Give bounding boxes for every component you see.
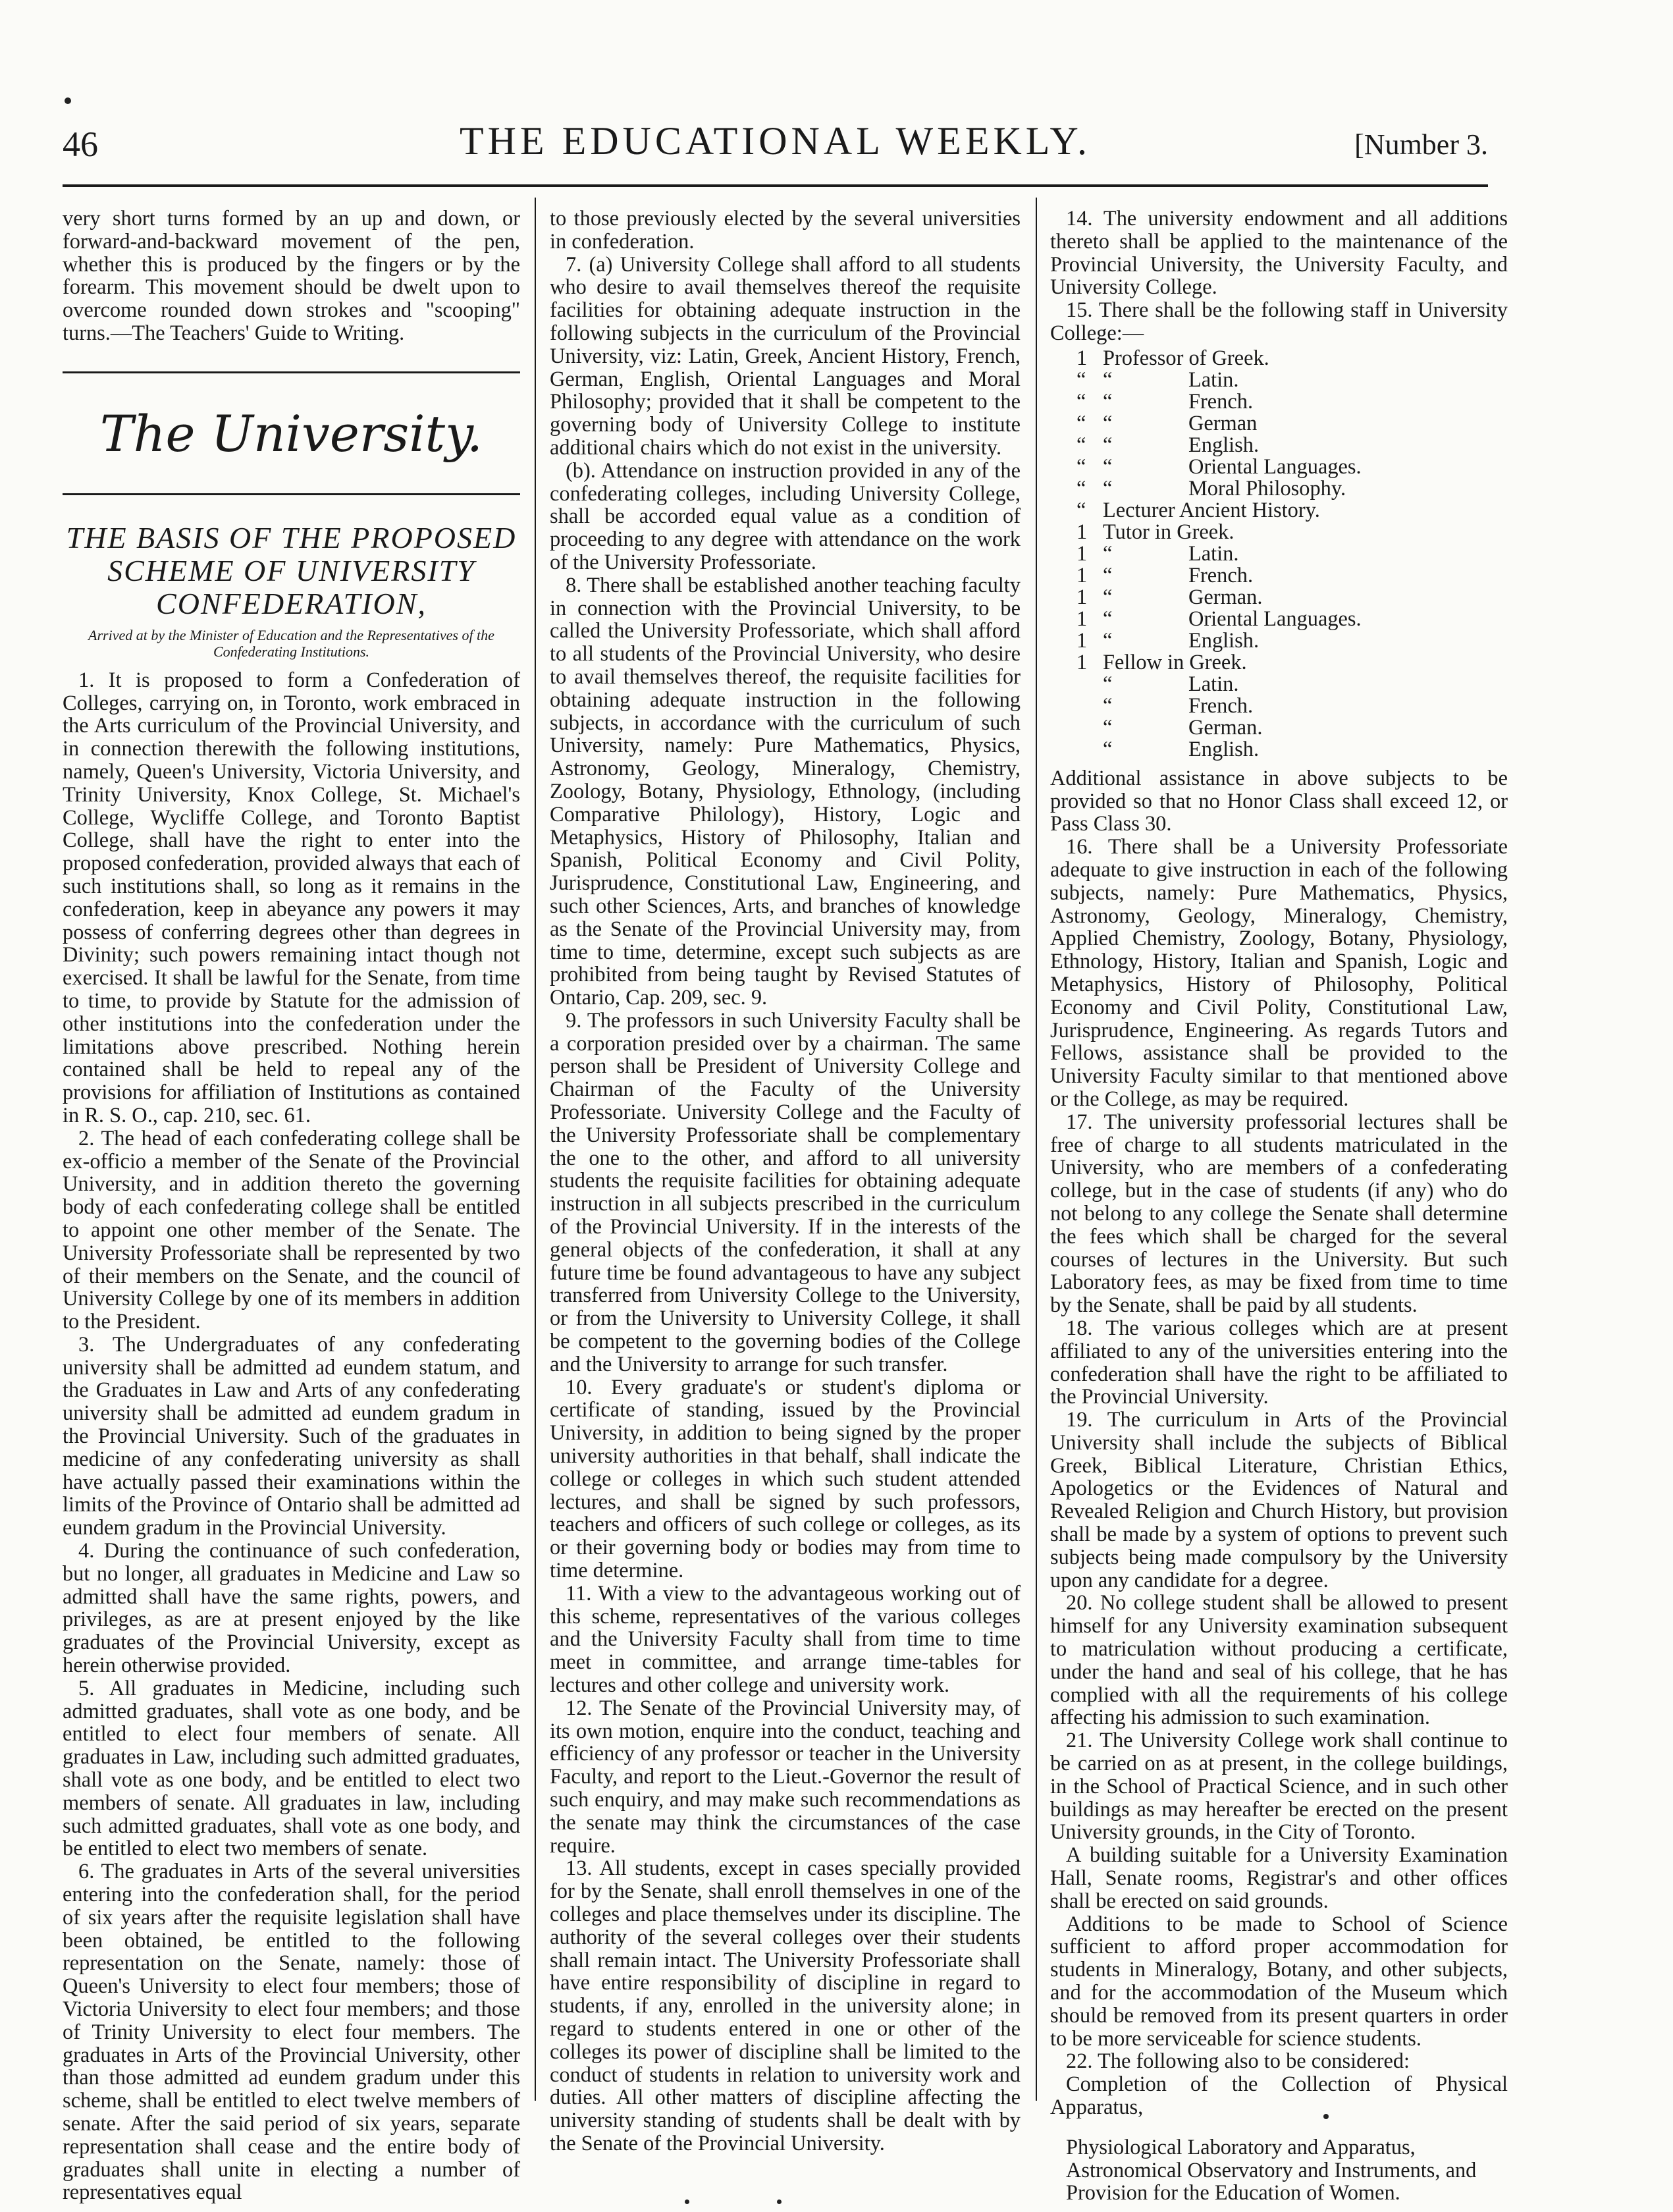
running-title: THE EDUCATIONAL WEEKLY. bbox=[459, 119, 1092, 163]
paragraph: 16. There shall be a University Professoriate adequate to give instruction in each of the following subjects, namely: Pure Mathematics, Physics, Astronomy, Geology, Mineralogy, Chemistry, Applied Chemistry, Zoology, Botany, Physiology, Ethnology, History, Italian and Spanish, Logic and Metaphysics, History of Philosophy, Political Economy and Civil Polity, Constitutional Law, Jurisprudence, Engineering. As regards Tutors and Fellows, assistance shall be provided to the University Faculty similar to that mentioned above or the College, as may be required. bbox=[1050, 835, 1508, 1111]
page-number: 46 bbox=[63, 124, 98, 164]
staff-row: “ “ Oriental Languages. bbox=[1076, 454, 1362, 479]
staff-row: “ French. bbox=[1103, 693, 1254, 718]
paragraph: 5. All graduates in Medicine, including such admitted graduates, shall vote as one body, and be entitled to elect four members of senate. All graduates in Law, including such admitted graduates, shall vote as one body, and be entitled to elect two members of senate. All graduates in law, including such admitted graduates, shall vote as one body, and be entitled to elect two members of senate. bbox=[63, 1676, 520, 1861]
column-2 bbox=[550, 207, 1021, 2155]
staff-row: 1 “ English. bbox=[1076, 628, 1260, 653]
paragraph: 20. No college student shall be allowed to present himself for any University examination subsequent to matriculation without producing a certificate, under the hand and seal of his college, that he has complied with all the requirements of his college affecting his admission to such examination. bbox=[1050, 1591, 1508, 1730]
staff-row: 1 Fellow in Greek. bbox=[1076, 650, 1247, 674]
staff-row: “ German. bbox=[1103, 715, 1263, 740]
paragraph: 18. The various colleges which are at present affiliated to any of the universities entering into the confederation shall have the right to be affiliated to the Provincial University. bbox=[1050, 1316, 1508, 1409]
paragraph: 6. The graduates in Arts of the several universities entering into the confederation shall, for the period of six years after the requisite legislation shall have been obtained, be entitled to the following representation on the Senate, namely: those of Queen's University to elect four members; those of Victoria University to elect four members; and those of Trinity University to elect four members. The graduates in Arts of the Provincial University, other than those admitted ad eundem gradum under this scheme, shall be entitled to elect twelve members of senate. After the said period of six years, separate representation shall cease and the entire body of graduates shall unite in electing a number of representatives equal bbox=[63, 1860, 520, 2205]
paragraph: 3. The Undergraduates of any confederating university shall be admitted ad eundem statum, and the Graduates in Law and Arts of any confederating university shall be admitted ad eundem gradum in the Provincial University. Such of the graduates in medicine of any confederating university as shall have actually passed their examinations within the limits of the Province of Ontario shall be admitted ad eundem gradum in the Provincial University. bbox=[63, 1332, 520, 1540]
paragraph: 17. The university professorial lectures shall be free of charge to all students matriculated in the University, who are members of a confederating college, but in the case of students (if any) who do not belong to any college the Senate shall determine the fees which shall be charged for the several courses of lectures in the University. But such Laboratory fees, as may be fixed from time to time by the Senate, shall be paid by all students. bbox=[1050, 1110, 1508, 1318]
article-title: THE BASIS OF THE PROPOSED SCHEME OF UNIVERSITY CONFEDERATION, bbox=[66, 520, 517, 620]
paragraph: 14. The university endowment and all additions thereto shall be applied to the maintenance of the Provincial University, the University Faculty, and University College. bbox=[1050, 207, 1508, 300]
intro-paragraph: very short turns formed by an up and down, or forward-and-backward movement of the pen, whether this is produced by the fingers or by the forearm. This movement should be dwelt upon to overcome rounded down strokes and "scooping" turns.—The Teachers' Guide to Writing. bbox=[63, 207, 520, 345]
column-rule-2 bbox=[1036, 198, 1037, 2101]
byline: Arrived at by the Minister of Education and the Representatives of the Confederating Institutions. bbox=[88, 626, 494, 660]
section-rule-bottom bbox=[63, 493, 520, 495]
page-header bbox=[63, 119, 1488, 184]
paragraph: Completion of the Collection of Physical Apparatus, bbox=[1050, 2072, 1508, 2119]
staff-row: 1 “ Oriental Languages. bbox=[1076, 607, 1362, 631]
considerations-list bbox=[1050, 2136, 1508, 2205]
staff-row: 1 “ German. bbox=[1076, 585, 1263, 609]
paragraph: 2. The head of each confederating college shall be ex-officio a member of the Senate of the Provincial University, and in addition thereto the governing body of each confederating college shall be entitled to appoint one other member of the Senate. The University Professoriate shall be represented by two of their members on the Senate, and the council of University College by one of its members in addition to the President. bbox=[63, 1126, 520, 1334]
paragraph: 13. All students, except in cases specially provided for by the Senate, shall enroll themselves in one of the colleges and place themselves under its discipline. The authority of the several colleges over their students shall remain intact. The University Professoriate shall have entire responsibility of discipline in regard to students, if any, enrolled in the university alone; in regard to students entered in one or other of the colleges its power of discipline shall be limited to the conduct of students in relation to university work and duties. All other matters of discipline affecting the university standing of students shall be dealt with by the Senate of the Provincial University. bbox=[550, 1856, 1021, 2155]
paragraph: 22. The following also to be considered: bbox=[1066, 2049, 1410, 2074]
ink-speck bbox=[1323, 2114, 1329, 2119]
staff-row: “ English. bbox=[1103, 737, 1260, 761]
staff-row: “ “ German bbox=[1076, 411, 1258, 435]
paragraph: to those previously elected by the several universities in confederation. bbox=[550, 207, 1021, 254]
paragraph: 15. There shall be the following staff in University College:— bbox=[1050, 298, 1508, 345]
column-1 bbox=[63, 207, 520, 2204]
paragraph: Additions to be made to School of Science sufficient to afford proper accommodation for students in Mineralogy, Botany, and other subjects, and for the accommodation of the Museum which should be removed from its present quarters in order to be more serviceable for science students. bbox=[1050, 1912, 1508, 2051]
ink-speck bbox=[685, 2199, 689, 2204]
issue-number: [Number 3. bbox=[1354, 128, 1488, 161]
paragraph: 19. The curriculum in Arts of the Provincial University shall include the subjects of Biblical Greek, Biblical Literature, Christian Ethics, Apologetics or the Evidences of Natural and Revealed Religion and Church History, but provision shall be made by a system of options to prevent such subjects being made compulsory by the University upon any candidate for a degree. bbox=[1050, 1408, 1508, 1592]
staff-row: “ “ Moral Philosophy. bbox=[1076, 476, 1346, 500]
staff-row: 1 Professor of Greek. bbox=[1076, 346, 1269, 370]
section-title: The University. bbox=[99, 404, 483, 463]
paragraph: 9. The professors in such University Faculty shall be a corporation presided over by a chairman. The same person shall be President of University College and Chairman of the Faculty of the University Professoriate. University College and the Faculty of the University Professoriate shall be complementary the one to the other, and afford to all university students the requisite facilities for obtaining adequate instruction in all subjects prescribed in the curriculum of the Provincial University. If in the interests of the general objects of the confederation, it shall at any future time be found advantageous to have any subject transferred from University College to the University, or from the University to University College, it shall be competent to the governing bodies of the College and the University to arrange for such transfer. bbox=[550, 1008, 1021, 1376]
paragraph: 4. During the continuance of such confederation, but no longer, all graduates in Medicine and Law so admitted shall have the same rights, powers, and privileges, as are at present enjoyed by the like graduates of the Provincial University, except as herein otherwise provided. bbox=[63, 1539, 520, 1678]
staff-row: 1 “ Latin. bbox=[1076, 541, 1239, 566]
staff-row: “ Lecturer Ancient History. bbox=[1076, 498, 1320, 522]
list-item: Physiological Laboratory and Apparatus, bbox=[1066, 2135, 1416, 2159]
staff-row: “ “ French. bbox=[1076, 389, 1254, 414]
staff-list bbox=[1076, 348, 1508, 761]
paragraph: A building suitable for a University Examination Hall, Senate rooms, Registrar's and other offices shall be erected on said grounds. bbox=[1050, 1843, 1508, 1913]
paragraph: 12. The Senate of the Provincial University may, of its own motion, enquire into the conduct, teaching and efficiency of any professor or teacher in the University Faculty, and report to the Lieut.-Governor the result of such enquiry, and may make such recommendations as the senate may think the circumstances of the case require. bbox=[550, 1696, 1021, 1858]
section-rule-top bbox=[63, 371, 520, 373]
paragraph: 10. Every graduate's or student's diploma or certificate of standing, issued by the Provincial University, in addition to being signed by the proper university authorities in that behalf, shall indicate the college or colleges in which such student attended lectures, and shall be signed by such professors, teachers and officers of such college or colleges, as its or their governing body or bodies may from time to time determine. bbox=[550, 1375, 1021, 1583]
ink-speck bbox=[777, 2199, 782, 2204]
paragraph: 11. With a view to the advantageous working out of this scheme, representatives of the various colleges and the University Faculty shall from time to time meet in committee, and arrange time-tables for lectures and other college and university work. bbox=[550, 1581, 1021, 1697]
staff-row: “ “ Latin. bbox=[1076, 367, 1239, 392]
staff-row: “ “ English. bbox=[1076, 433, 1260, 457]
paragraph: 8. There shall be established another teaching faculty in connection with the Provincial University, to be called the University Professoriate, which shall afford to all students of the Provincial University, who desire to avail themselves thereof, the requisite facilities for obtaining adequate instruction in the following subjects, in accordance with the curriculum of such University, namely: Pure Mathematics, Physics, Astronomy, Geology, Mineralogy, Chemistry, Zoology, Botany, Physiology, Ethnology, (including Comparative Philology), History, Logic and Metaphysics, History of Philosophy, Italian and Spanish, Political Economy and Civil Polity, Jurisprudence, Constitutional Law, Engineering, and such other Sciences, Arts, and branches of knowledge as the Senate of the Provincial University may, from time to time, determine, except such subjects as are prohibited from being taught by Revised Statutes of Ontario, Cap. 209, sec. 9. bbox=[550, 573, 1021, 1010]
staff-row: 1 “ French. bbox=[1076, 563, 1254, 587]
column-3 bbox=[1050, 207, 1508, 2205]
paragraph: Additional assistance in above subjects to be provided so that no Honor Class shall exceed 12, or Pass Class 30. bbox=[1050, 766, 1508, 836]
header-rule bbox=[63, 184, 1488, 187]
paragraph: 1. It is proposed to form a Confederation of Colleges, carrying on, in Toronto, work embraced in the Arts curriculum of the Provincial University, and in connection therewith the following institutions, namely, Queen's University, Victoria University, and Trinity University, Knox College, St. Michael's College, Wycliffe College, and Toronto Baptist College, shall have the right to enter into the proposed confederation, provided always that each of such institutions shall, so long as it remains in the confederation, keep in abeyance any powers it may possess of conferring degrees other than degrees in Divinity; such powers remaining intact though not exercised. It shall be lawful for the Senate, from time to time, to provide by Statute for the admission of other institutions into the confederation under the limitations above prescribed. Nothing herein contained shall be held to repeal any of the provisions for affiliation of Institutions as contained in R. S. O., cap. 210, sec. 61. bbox=[63, 668, 520, 1127]
staff-row: 1 Tutor in Greek. bbox=[1076, 520, 1235, 544]
paragraph: (b). Attendance on instruction provided in any of the confederating colleges, including University College, shall be accorded equal value as a condition of proceeding to any degree with attendance on the work of the University Professoriate. bbox=[550, 458, 1021, 574]
ink-speck bbox=[65, 97, 71, 104]
column-rule-1 bbox=[535, 198, 536, 2101]
list-item: Provision for the Education of Women. bbox=[1066, 2181, 1400, 2205]
staff-row: “ Latin. bbox=[1103, 672, 1239, 696]
list-item: Astronomical Observatory and Instruments, and bbox=[1066, 2158, 1477, 2182]
paragraph: 7. (a) University College shall afford to all students who desire to avail themselves thereof the requisite facilities for obtaining adequate instruction in the following subjects in the curriculum of the Provincial University, viz: Latin, Greek, Ancient History, French, German, English, Oriental Languages and Moral Philosophy; provided that it shall be competent to the governing body of University College to institute additional chairs which do not exist in the university. bbox=[550, 252, 1021, 460]
paragraph: 21. The University College work shall continue to be carried on as at present, in the college buildings, in the School of Practical Science, and in such other buildings as may hereafter be erected on the present University grounds, in the City of Toronto. bbox=[1050, 1729, 1508, 1845]
